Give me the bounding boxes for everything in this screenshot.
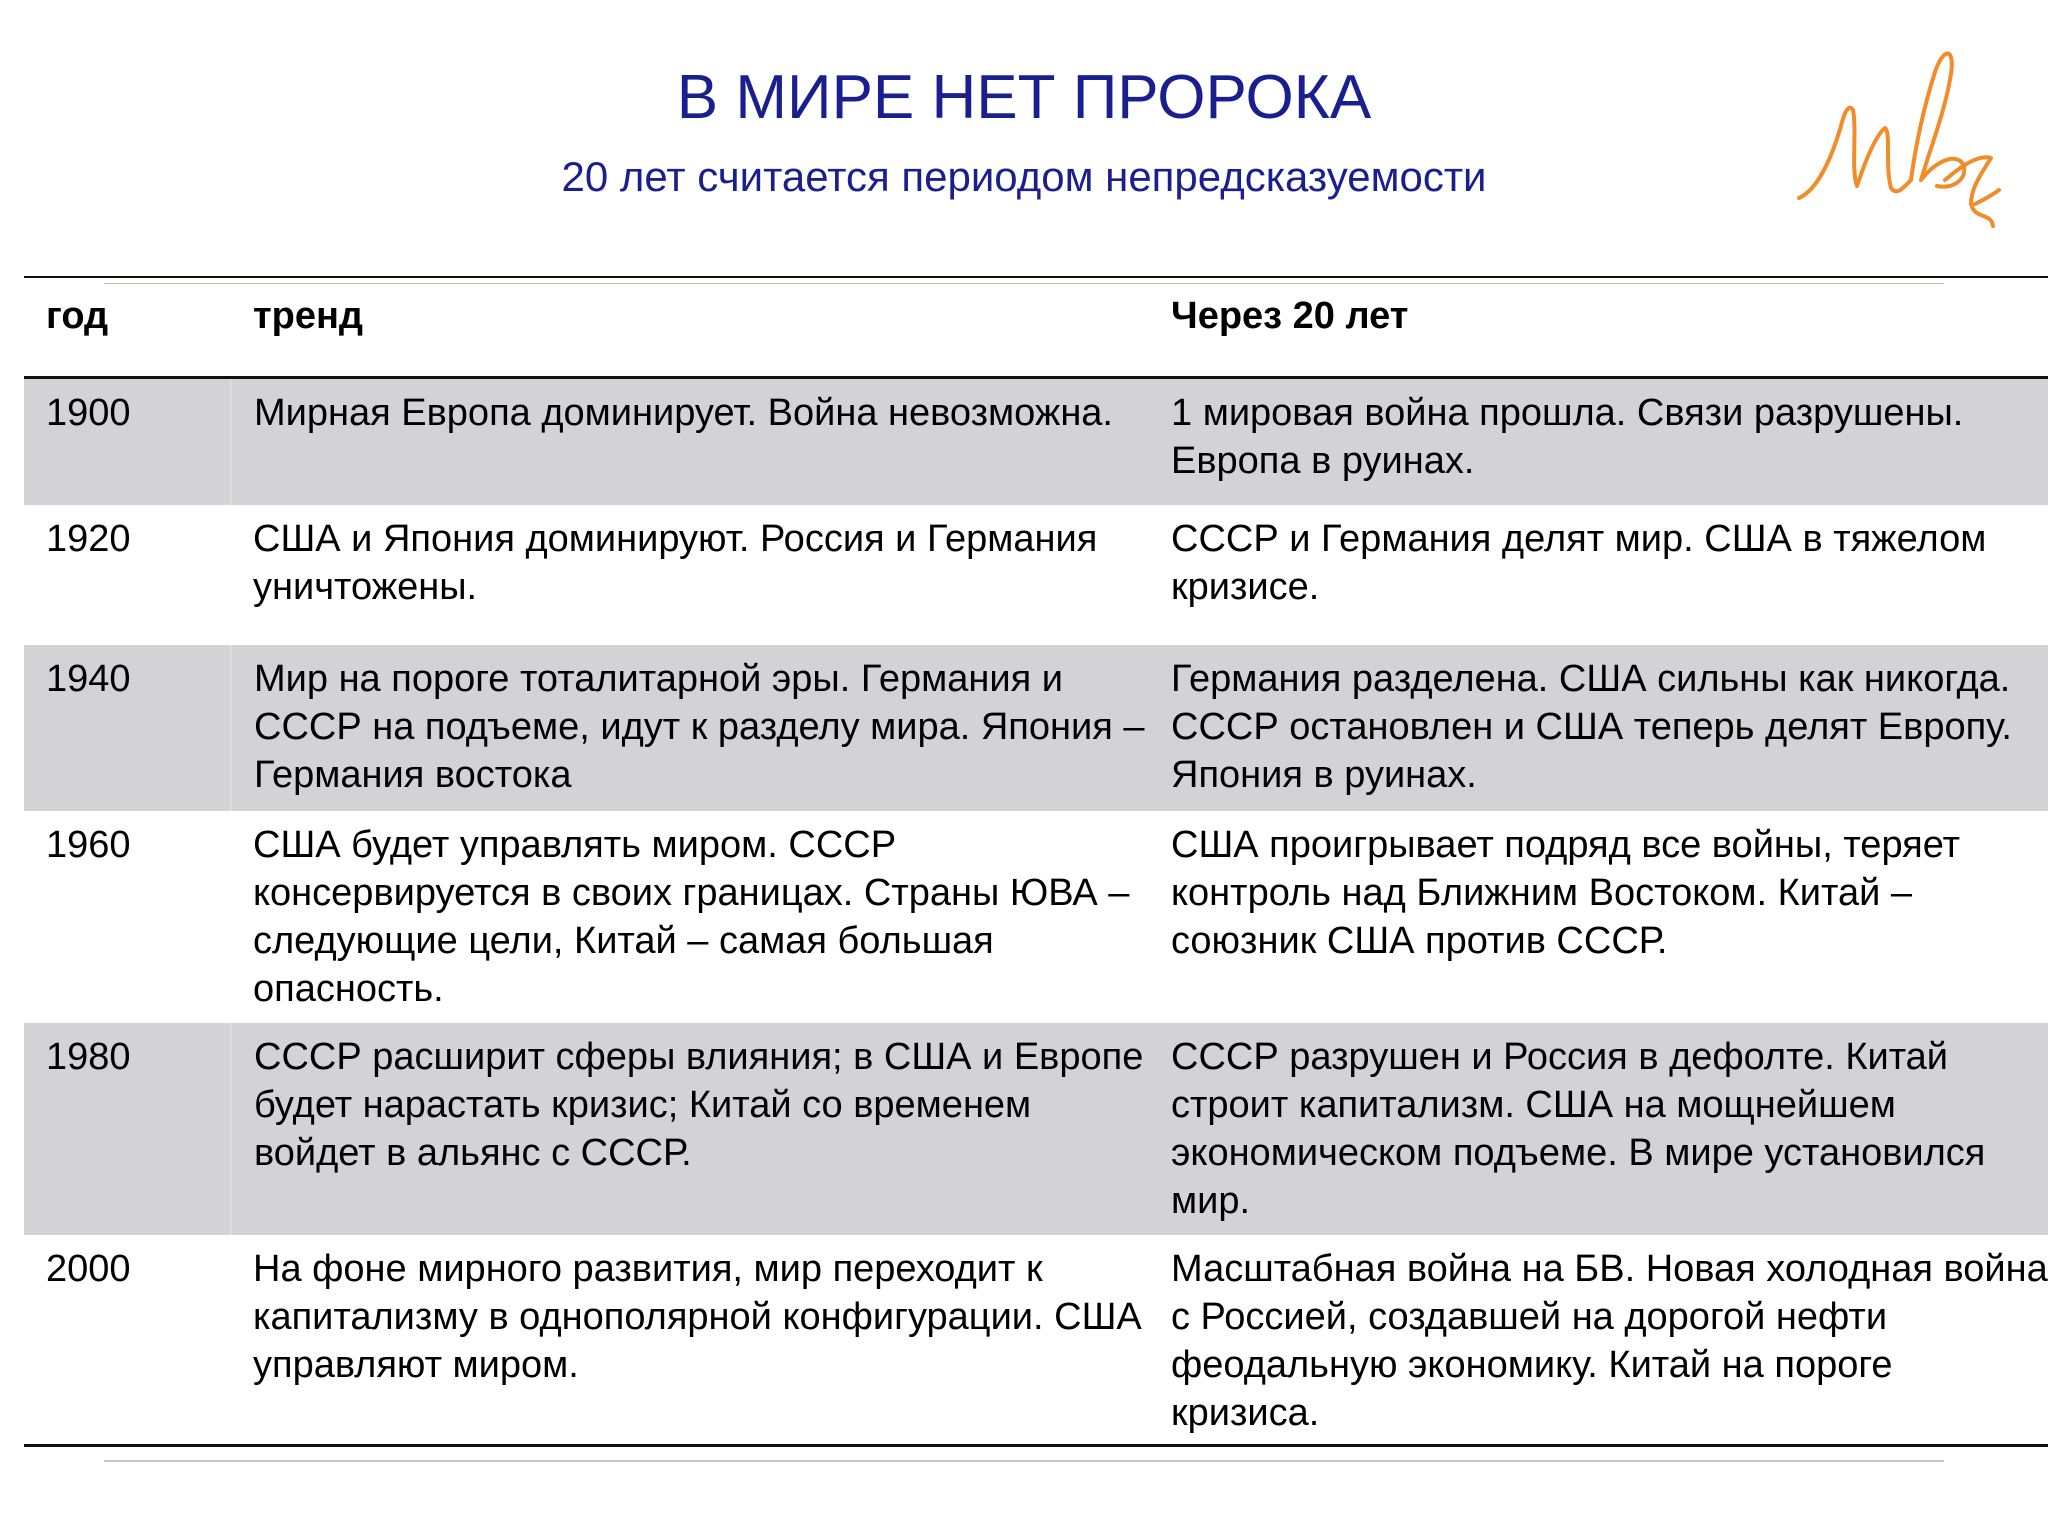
table-row bbox=[24, 645, 2048, 811]
slide-subtitle: 20 лет считается периодом непредсказуемости bbox=[561, 153, 1487, 200]
table-row bbox=[24, 378, 2048, 505]
cell-after: Германия разделена. США сильны как никогда. СССР остановлен и США теперь делят Европу. Япония в руинах. bbox=[1171, 657, 2012, 796]
table-row bbox=[24, 811, 2048, 1023]
header-year: год bbox=[46, 295, 109, 337]
header-trend: тренд bbox=[253, 295, 364, 337]
cell-year: 1960 bbox=[46, 823, 131, 866]
cell-after: СССР разрушен и Россия в дефолте. Китай строит капитализм. США на мощнейшем экономическом подъеме. В мире установился мир. bbox=[1171, 1035, 1986, 1222]
cell-after: 1 мировая война прошла. Связи разрушены. Европа в руинах. bbox=[1171, 392, 1964, 482]
cell-year: 1980 bbox=[24, 1023, 231, 1235]
cell-after: США проигрывает подряд все войны, теряет контроль над Ближним Востоком. Китай – союзник США против СССР. bbox=[1171, 823, 1961, 962]
cell-after: Масштабная война на БВ. Новая холодная война с Россией, создавшей на дорогой нефти феодальную экономику. Китай на пороге кризиса. bbox=[1171, 1247, 2048, 1434]
cell-trend: США и Япония доминируют. Россия и Германия уничтожены. bbox=[253, 517, 1098, 608]
table-row bbox=[24, 505, 2048, 645]
history-table bbox=[24, 278, 2048, 1447]
cell-trend: СССР расширит сферы влияния; в США и Европе будет нарастать кризис; Китай со временем войдет в альянс с СССР. bbox=[254, 1035, 1144, 1174]
cell-year: 1920 bbox=[46, 517, 131, 560]
cell-trend: Мирная Европа доминирует. Война невозможна. bbox=[254, 392, 1113, 434]
decorative-line-bottom bbox=[104, 1460, 1944, 1462]
cell-trend: На фоне мирного развития, мир переходит к капитализму в однополярной конфигурации. США управляют миром. bbox=[253, 1247, 1142, 1386]
cell-year: 1900 bbox=[24, 378, 231, 505]
table-row bbox=[24, 1235, 2048, 1446]
cell-after: СССР и Германия делят мир. США в тяжелом кризисе. bbox=[1171, 517, 1987, 608]
cell-year: 2000 bbox=[46, 1247, 131, 1290]
cell-trend: Мир на пороге тоталитарной эры. Германия и СССР на подъеме, идут к разделу мира. Япония – Германия востока bbox=[254, 657, 1145, 796]
slide-title: В МИРЕ НЕТ ПРОРОКА bbox=[676, 63, 1372, 132]
table-header-row bbox=[24, 278, 2048, 378]
header-after-20-years: Через 20 лет bbox=[1171, 295, 1409, 337]
table-row bbox=[24, 1023, 2048, 1235]
cell-year: 1940 bbox=[24, 645, 231, 811]
signature-logo-icon bbox=[1795, 40, 2005, 240]
cell-trend: США будет управлять миром. СССР консервируется в своих границах. Страны ЮВА – следующие цели, Китай – самая большая опасность. bbox=[253, 823, 1130, 1010]
